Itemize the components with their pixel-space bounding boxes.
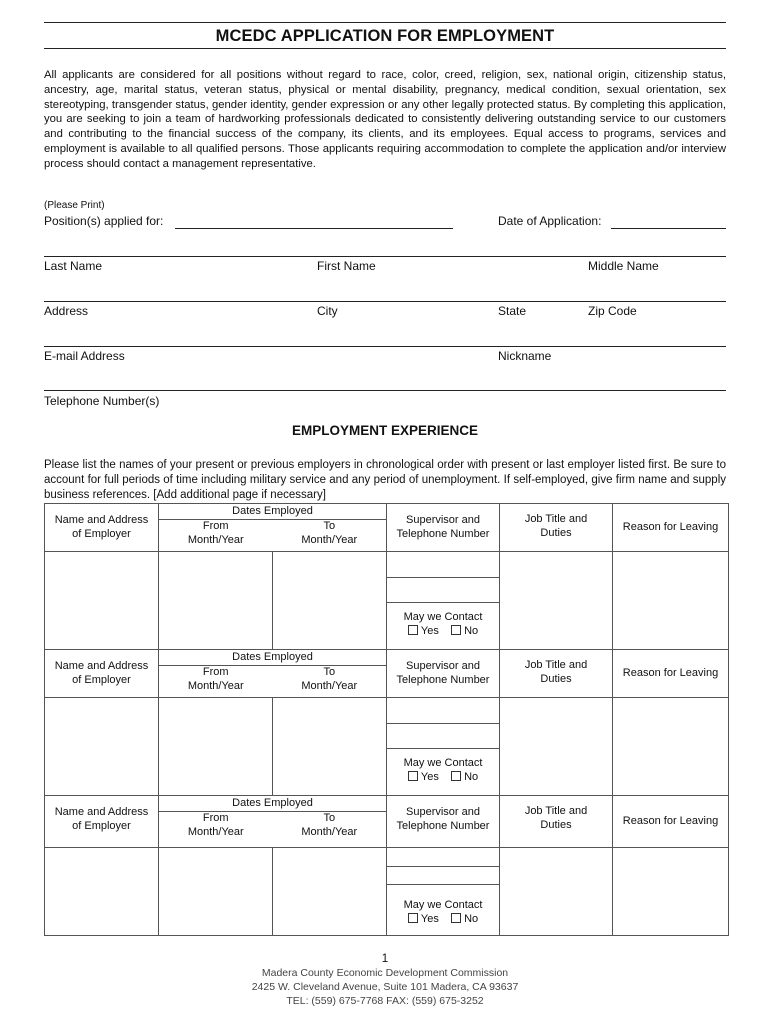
- supervisor-header: Supervisor and Telephone Number: [387, 504, 500, 552]
- employer-1-name-cell[interactable]: [45, 552, 159, 650]
- employer-3-header-row: [45, 796, 729, 848]
- employer-1-job-cell[interactable]: [500, 552, 613, 650]
- supervisor-header: Supervisor and Telephone Number: [387, 650, 500, 698]
- employer-2-entry-row: [45, 698, 729, 796]
- reason-header: Reason for Leaving: [613, 796, 729, 848]
- footer-phone-fax: TEL: (559) 675-7768 FAX: (559) 675-3252: [286, 995, 484, 1007]
- position-label: Position(s) applied for:: [44, 214, 164, 228]
- state-label: State: [498, 304, 527, 318]
- contact-yes-checkbox[interactable]: Yes: [408, 771, 439, 783]
- position-field[interactable]: [175, 228, 453, 229]
- dates-employed-header: Dates Employed From Month/Year To Month/Year: [159, 650, 387, 698]
- job-title-header: Job Title and Duties: [500, 796, 613, 848]
- employer-3-supervisor-cell[interactable]: [387, 848, 500, 936]
- employer-1-supervisor-cell[interactable]: [387, 552, 500, 650]
- dates-employed-header: Dates Employed From Month/Year To Month/Year: [159, 504, 387, 552]
- from-header: From Month/Year: [187, 520, 244, 546]
- title-top-rule: [44, 22, 726, 23]
- employer-2-job-cell[interactable]: [500, 698, 613, 796]
- employer-name-header: Name and Address of Employer: [45, 504, 159, 552]
- employer-name-header: Name and Address of Employer: [45, 650, 159, 698]
- employer-3-job-cell[interactable]: [500, 848, 613, 936]
- middle-name-label: Middle Name: [588, 259, 659, 273]
- contact-no-checkbox[interactable]: No: [451, 625, 478, 637]
- employment-instructions: Please list the names of your present or previous employers in chronological order with present or last employer listed first. Be sure to account for full periods of time including military service and any period of unemployment. If self-employed, give firm name and supply business references. [Add additional page if necessary]: [44, 459, 726, 501]
- may-we-contact: May we Contact Yes No: [403, 611, 483, 637]
- supervisor-divider: [387, 602, 499, 603]
- contact-no-checkbox[interactable]: No: [451, 771, 478, 783]
- may-we-contact: May we Contact Yes No: [403, 757, 483, 783]
- contact-no-checkbox[interactable]: No: [451, 913, 478, 925]
- employer-2-supervisor-cell[interactable]: [387, 698, 500, 796]
- application-page: [44, 0, 726, 1024]
- please-print-note: (Please Print): [44, 200, 105, 211]
- email-field-line[interactable]: [44, 346, 726, 347]
- may-we-contact: May we Contact Yes No: [403, 899, 483, 925]
- job-title-header: Job Title and Duties: [500, 504, 613, 552]
- employer-3-from-cell[interactable]: [159, 848, 273, 936]
- supervisor-divider: [387, 884, 499, 885]
- employer-2-name-cell[interactable]: [45, 698, 159, 796]
- employer-1-reason-cell[interactable]: [613, 552, 729, 650]
- dates-employed-header: Dates Employed From Month/Year To Month/Year: [159, 796, 387, 848]
- name-field-line[interactable]: [44, 256, 726, 257]
- telephone-field-line[interactable]: [44, 390, 726, 391]
- employer-2-header-row: [45, 650, 729, 698]
- employer-1-header-row: [45, 504, 729, 552]
- nickname-label: Nickname: [498, 349, 552, 363]
- employer-name-header: Name and Address of Employer: [45, 796, 159, 848]
- telephone-label: Telephone Number(s): [44, 394, 160, 408]
- supervisor-divider: [387, 748, 499, 749]
- employer-2-to-cell[interactable]: [273, 698, 387, 796]
- to-header: To Month/Year: [301, 520, 358, 546]
- supervisor-header: Supervisor and Telephone Number: [387, 796, 500, 848]
- employment-experience-heading: EMPLOYMENT EXPERIENCE: [291, 423, 479, 438]
- employer-3-entry-row: [45, 848, 729, 936]
- address-label: Address: [44, 304, 89, 318]
- footer-organization: Madera County Economic Development Commission: [261, 967, 509, 979]
- employer-1-entry-row: [45, 552, 729, 650]
- contact-yes-checkbox[interactable]: Yes: [408, 625, 439, 637]
- to-header: To Month/Year: [301, 812, 358, 838]
- email-label: E-mail Address: [44, 349, 125, 363]
- job-title-header: Job Title and Duties: [500, 650, 613, 698]
- city-label: City: [317, 304, 338, 318]
- contact-yes-checkbox[interactable]: Yes: [408, 913, 439, 925]
- supervisor-divider: [387, 723, 499, 724]
- employment-table: [44, 503, 729, 936]
- employer-3-to-cell[interactable]: [273, 848, 387, 936]
- date-of-application-label: Date of Application:: [498, 214, 602, 228]
- reason-header: Reason for Leaving: [613, 650, 729, 698]
- date-of-application-field[interactable]: [611, 228, 726, 229]
- to-header: To Month/Year: [301, 666, 358, 692]
- supervisor-divider: [387, 577, 499, 578]
- zip-code-label: Zip Code: [588, 304, 637, 318]
- employer-1-to-cell[interactable]: [273, 552, 387, 650]
- from-header: From Month/Year: [187, 666, 244, 692]
- page-title: MCEDC APPLICATION FOR EMPLOYMENT: [215, 27, 555, 45]
- employer-2-from-cell[interactable]: [159, 698, 273, 796]
- employer-2-reason-cell[interactable]: [613, 698, 729, 796]
- employer-3-name-cell[interactable]: [45, 848, 159, 936]
- page-number: 1: [381, 953, 389, 965]
- address-field-line[interactable]: [44, 301, 726, 302]
- employer-1-from-cell[interactable]: [159, 552, 273, 650]
- supervisor-divider: [387, 866, 499, 867]
- last-name-label: Last Name: [44, 259, 103, 273]
- footer-address: 2425 W. Cleveland Avenue, Suite 101 Madera, CA 93637: [251, 981, 519, 993]
- reason-header: Reason for Leaving: [613, 504, 729, 552]
- title-bottom-rule: [44, 48, 726, 49]
- eeo-statement: All applicants are considered for all positions without regard to race, color, creed, religion, sex, national origin, citizenship status, ancestry, age, marital status, veteran status, physical or mental disability, pregnancy, medical condition, sexual orientation, sex stereotyping, transgender status, gender identity, gender expression or any other legally protected status. By completing this application, you are seeking to join a team of hardworking professionals dedicated to consistently delivering outstanding service to our customers and contributing to the financial success of the company, its clients, and its employees. Equal access to programs, services and employment is available to all qualified persons. Those applicants requiring accommodation to complete the application and/or interview process should contact a management representative.: [44, 69, 726, 170]
- employer-3-reason-cell[interactable]: [613, 848, 729, 936]
- first-name-label: First Name: [317, 259, 376, 273]
- from-header: From Month/Year: [187, 812, 244, 838]
